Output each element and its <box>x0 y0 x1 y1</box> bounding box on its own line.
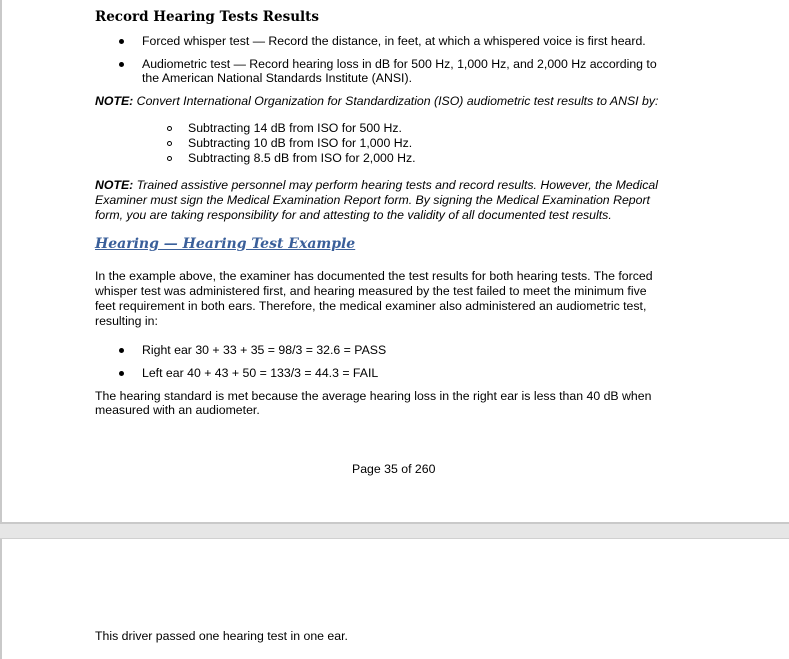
bullet-audiometric-test-line1: Audiometric test — Record hearing loss in dB for 500 Hz, 1,000 Hz, and 2,000 Hz according to <box>142 57 657 71</box>
page-2-left-edge <box>0 538 2 659</box>
bullet-icon <box>119 348 124 353</box>
note-trained-personnel-line3: form, you are taking responsibility for and attesting to the validity of all documented test results. <box>95 208 612 222</box>
page-1-left-edge <box>0 0 2 524</box>
note-label: NOTE: <box>95 94 134 108</box>
note-text: Trained assistive personnel may perform hearing tests and record results. However, the Medical <box>133 178 658 192</box>
example-paragraph-line1: In the example above, the examiner has documented the test results for both hearing tests. The forced <box>95 269 653 283</box>
note-convert-iso <box>95 94 658 109</box>
circle-bullet-icon <box>167 156 172 161</box>
sub-bullet-2000hz: Subtracting 8.5 dB from ISO for 2,000 Hz. <box>188 151 416 165</box>
note-trained-personnel-line2: Examiner must sign the Medical Examination Report form. By signing the Medical Examination Report <box>95 193 650 207</box>
result-left-ear: Left ear 40 + 43 + 50 = 133/3 = 44.3 = FAIL <box>142 366 379 380</box>
section-title: Record Hearing Tests Results <box>95 9 319 25</box>
result-right-ear: Right ear 30 + 33 + 35 = 98/3 = 32.6 = PASS <box>142 343 387 357</box>
bullet-whisper-test: Forced whisper test — Record the distance, in feet, at which a whispered voice is first heard. <box>142 34 646 48</box>
note-label: NOTE: <box>95 178 134 192</box>
conclusion-line1: The hearing standard is met because the average hearing loss in the right ear is less than 40 dB when <box>95 389 652 403</box>
note-text: Convert International Organization for Standardization (ISO) audiometric test results to ANSI by: <box>133 94 659 108</box>
circle-bullet-icon <box>167 126 172 131</box>
example-paragraph-line4: resulting in: <box>95 314 158 328</box>
page-number: Page 35 of 260 <box>352 462 436 476</box>
bullet-icon <box>119 39 124 44</box>
example-paragraph-line3: feet requirement in both ears. Therefore, the medical examiner also administered an audiometric test, <box>95 299 647 313</box>
bullet-audiometric-test-line2: the American National Standards Institute (ANSI). <box>142 71 412 85</box>
example-paragraph-line2: whisper test was administered first, and hearing measured by the test failed to meet the minimum five <box>95 284 647 298</box>
sub-bullet-500hz: Subtracting 14 dB from ISO for 500 Hz. <box>188 121 402 135</box>
page-2-top-edge <box>0 538 789 539</box>
page-separator <box>0 524 789 538</box>
note-trained-personnel-line1 <box>95 178 658 193</box>
conclusion-line2: measured with an audiometer. <box>95 403 260 417</box>
hearing-test-example-heading[interactable]: Hearing — Hearing Test Example <box>95 236 356 252</box>
bullet-icon <box>119 62 124 67</box>
circle-bullet-icon <box>167 141 172 146</box>
bullet-icon <box>119 371 124 376</box>
sub-bullet-1000hz: Subtracting 10 dB from ISO for 1,000 Hz. <box>188 136 413 150</box>
page-2-text: This driver passed one hearing test in one ear. <box>95 629 348 643</box>
